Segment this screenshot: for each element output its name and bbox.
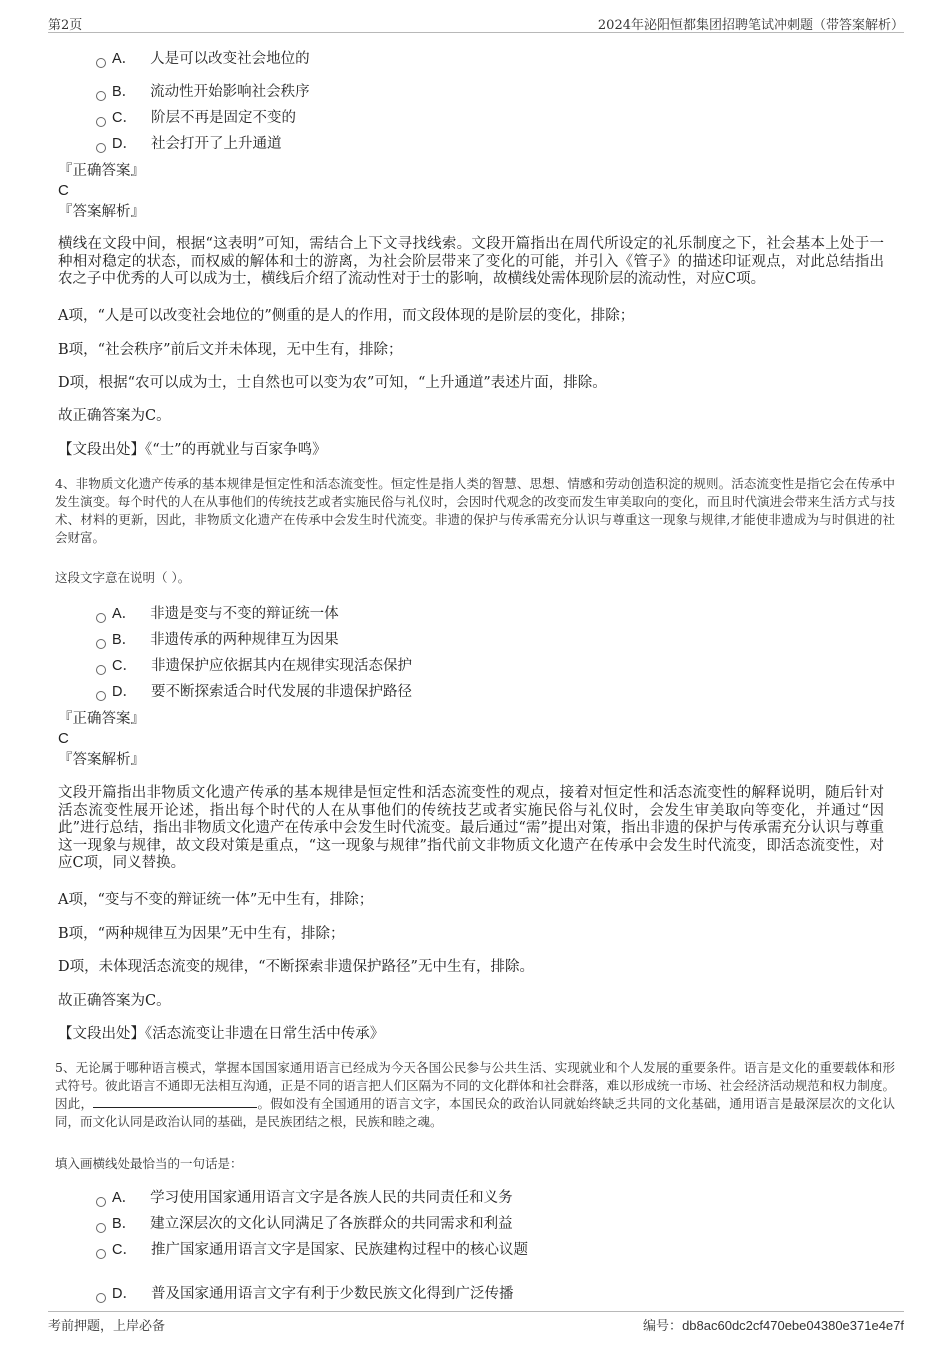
page-footer [48, 1311, 904, 1334]
radio-icon[interactable] [96, 613, 106, 623]
document-title: 2024年泌阳恒都集团招聘笔试冲刺题（带答案解析） [597, 18, 904, 33]
page-header [48, 12, 904, 33]
question-4-text: 4、非物质文化遗产传承的基本规律是恒定性和活态流变性。恒定性是指人类的智慧、思想、情感和劳动创造积淀的规则。活态流变性是指它会在传承中发生演变。每个时代的人在从事他们的传统技艺或者实施民俗与礼仪时，会因时代观念的改变而发生审美取向的变化，而且时代演进会带来生活方式与技术、材料的更新，因此，非物质文化遗产在传承中会发生时代流变。非遗的保护与传承需充分认识与尊重这一现象与规律,才能使非遗成为与时俱进的社会财富。 [55, 476, 895, 545]
correct-answer-label: 『正确答案』 [58, 163, 145, 179]
q5-option-c[interactable]: C． 推广国家通用语言文字是国家、民族建构过程中的核心议题 [96, 1240, 528, 1260]
q3-option-a[interactable]: A． 人是可以改变社会地位的 [96, 49, 310, 69]
q5-option-a[interactable]: A． 学习使用国家通用语言文字是各族人民的共同责任和义务 [96, 1188, 513, 1208]
q5-option-b[interactable]: B． 建立深层次的文化认同满足了各族群众的共同需求和利益 [96, 1214, 513, 1234]
correct-answer-label: 『正确答案』 [58, 711, 145, 727]
page-number: 第2页 [48, 18, 83, 33]
source: 【文段出处】《活态流变让非遗在日常生活中传承》 [58, 1026, 385, 1042]
conclusion: 故正确答案为C。 [58, 993, 171, 1009]
analysis-label: 『答案解析』 [58, 204, 145, 220]
radio-icon[interactable] [96, 117, 106, 127]
radio-icon[interactable] [96, 665, 106, 675]
footer-slogan: 考前押题，上岸必备 [48, 1319, 166, 1334]
radio-icon[interactable] [96, 58, 106, 68]
radio-icon[interactable] [96, 1293, 106, 1303]
q3-option-b[interactable]: B． 流动性开始影响社会秩序 [96, 82, 310, 102]
document-code: 编号：db8ac60dc2cf470ebe04380e371e4e7f [643, 1318, 904, 1334]
analysis-text: 文段开篇指出非物质文化遗产传承的基本规律是恒定性和活态流变性的观点，接着对恒定性和活态流变性的解释说明，随后针对活态流变性展开论述，指出每个时代的人在从事他们的传统技艺或者实施民俗与礼仪时，会发生审美取向等变化，并通过“因此”进行总结，指出非物质文化遗产在传承中会发生时代流变。最后通过“需”提出对策，指出非遗的保护与传承需充分认识与尊重这一现象与规律，故文段对策是重点，“这一现象与规律”指代前文非物质文化遗产在传承中会发生时代流变，即活态流变性，对应C项，同义替换。 [58, 785, 884, 871]
option-d-note: D项，未体现活态流变的规律，“不断探索非遗保护路径”无中生有，排除。 [58, 959, 534, 975]
fill-blank [93, 1095, 257, 1108]
option-a-note: A项，“变与不变的辩证统一体”无中生有，排除； [58, 892, 374, 908]
q4-option-d[interactable]: D． 要不断探索适合时代发展的非遗保护路径 [96, 682, 412, 702]
q5-option-d[interactable]: D． 普及国家通用语言文字有利于少数民族文化得到广泛传播 [96, 1284, 513, 1304]
analysis-label: 『答案解析』 [58, 752, 145, 768]
radio-icon[interactable] [96, 143, 106, 153]
radio-icon[interactable] [96, 639, 106, 649]
option-a-note: A项，“人是可以改变社会地位的”侧重的是人的作用，而文段体现的是阶层的变化，排除； [58, 308, 635, 324]
question-5-stem: 填入画横线处最恰当的一句话是： [55, 1156, 243, 1171]
conclusion: 故正确答案为C。 [58, 408, 171, 424]
q3-option-c[interactable]: C． 阶层不再是固定不变的 [96, 108, 296, 128]
radio-icon[interactable] [96, 1197, 106, 1207]
option-b-note: B项，“社会秩序”前后文并未体现，无中生有，排除； [58, 342, 403, 358]
q3-option-d[interactable]: D． 社会打开了上升通道 [96, 134, 281, 154]
question-5-text: 5、无论属于哪种语言模式，掌握本国国家通用语言已经成为今天各国公民参与公共生活、实现就业和个人发展的重要条件。语言是文化的重要载体和形式符号。彼此语言不通即无法相互沟通，正是不同的语言把人们区隔为不同的文化群体和社会群落，难以形成统一市场、社会经济活动规范和权力制度。因此， 。假如没有全国通用的语言文字，本国民众的政治认同就始终缺乏共同的文化基础，通用语言是最深层次的文化认同，而文化认同是政治认同的基础，是民族团结之根，民族和睦之魂。 [55, 1060, 895, 1129]
correct-answer: C [58, 730, 69, 747]
q4-option-c[interactable]: C． 非遗保护应依据其内在规律实现活态保护 [96, 656, 412, 676]
question-4-stem: 这段文字意在说明（ ）。 [55, 570, 191, 585]
radio-icon[interactable] [96, 91, 106, 101]
source: 【文段出处】《“士”的再就业与百家争鸣》 [58, 442, 327, 458]
option-b-note: B项，“两种规律互为因果”无中生有，排除； [58, 926, 345, 942]
radio-icon[interactable] [96, 691, 106, 701]
option-d-note: D项，根据“农可以成为士，士自然也可以变为农”可知，“上升通道”表述片面，排除。 [58, 375, 607, 391]
q4-option-b[interactable]: B． 非遗传承的两种规律互为因果 [96, 630, 339, 650]
correct-answer: C [58, 182, 69, 199]
analysis-text: 横线在文段中间，根据“这表明”可知，需结合上下文寻找线索。文段开篇指出在周代所设定的礼乐制度之下，社会基本上处于一种相对稳定的状态，而权威的解体和士的游离，为社会阶层带来了变化的可能，并引入《管子》的描述印证观点，对此总结指出农之子中优秀的人可以成为士，横线后介绍了流动性对于士的影响，故横线处需体现阶层的流动性，对应C项。 [58, 236, 884, 287]
radio-icon[interactable] [96, 1249, 106, 1259]
q4-option-a[interactable]: A． 非遗是变与不变的辩证统一体 [96, 604, 339, 624]
radio-icon[interactable] [96, 1223, 106, 1233]
